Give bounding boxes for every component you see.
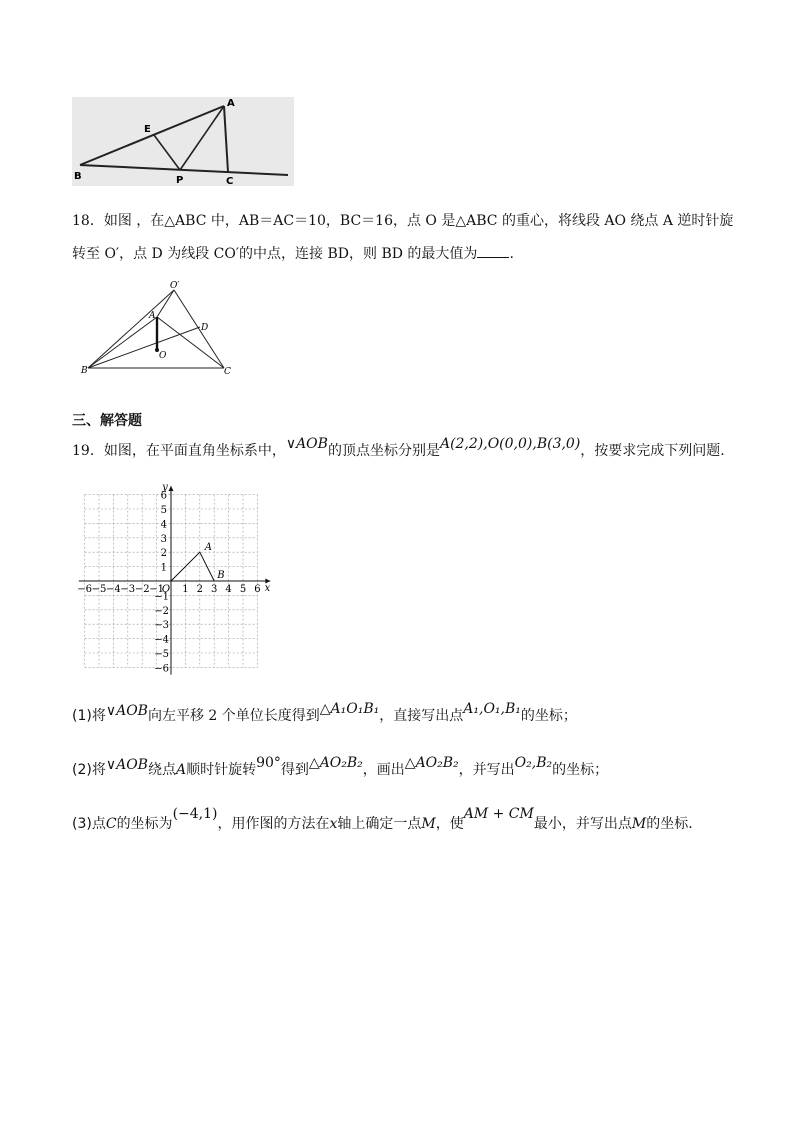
q19-p1-tri: ∨AOB bbox=[105, 703, 148, 719]
q19-p3-g: 的坐标. bbox=[646, 816, 693, 832]
y-tick-label: 4 bbox=[160, 519, 167, 531]
q18-text-1: 如图 ，在△ABC 中，AB＝AC＝10，BC＝16，点 O 是△ABC 的重心，将线段 AO 绕点 A 逆时针旋 bbox=[103, 213, 734, 229]
answer-blank[interactable] bbox=[477, 245, 509, 258]
x-tick-label: −4 bbox=[106, 584, 121, 595]
figure-18-diagram bbox=[78, 278, 238, 380]
q19-part-3 bbox=[72, 806, 693, 834]
section-title: 三、解答题 bbox=[72, 413, 142, 429]
q19-intro-a: 如图，在平面直角坐标系中， bbox=[103, 443, 286, 459]
y-tick-label: −5 bbox=[154, 649, 169, 660]
y-tick-label: −4 bbox=[154, 634, 169, 646]
y-tick-label: −1 bbox=[154, 591, 169, 603]
q19-p1-d: 的坐标； bbox=[520, 708, 577, 724]
q19-p1-tri1: △A₁O₁B₁ bbox=[319, 701, 380, 717]
q19-p2-a: (2)将 bbox=[72, 762, 106, 778]
x-tick-label: 6 bbox=[254, 584, 261, 595]
q19-p2-e: ，画出 bbox=[362, 762, 405, 778]
fig17-label-e: E bbox=[144, 124, 151, 135]
figure-17-photo bbox=[72, 97, 294, 186]
y-tick-label: −6 bbox=[154, 663, 169, 675]
q19-p3-axis: x bbox=[329, 816, 338, 832]
point-b-label: B bbox=[217, 570, 225, 581]
fig18-label-d: D bbox=[201, 323, 209, 333]
x-tick-label: 2 bbox=[196, 584, 203, 595]
q18-line-1 bbox=[72, 211, 733, 231]
q19-p2-tri: ∨AOB bbox=[105, 757, 148, 773]
y-tick-label: 3 bbox=[160, 533, 167, 545]
q19-p2-b: 绕点 bbox=[147, 762, 176, 778]
fig18-label-c: C bbox=[224, 367, 231, 377]
q19-p3-f: 最小，并写出点 bbox=[533, 816, 632, 832]
y-tick-label: 1 bbox=[160, 562, 167, 574]
figure-18 bbox=[78, 278, 238, 380]
point-a-label: A bbox=[204, 542, 213, 554]
q19-part-2 bbox=[72, 755, 609, 780]
x-tick-label: 4 bbox=[225, 584, 232, 595]
q19-p3-m2: M bbox=[631, 816, 647, 832]
q19-intro-coords: A(2,2),O(0,0),B(3,0) bbox=[439, 436, 581, 452]
q19-p3-d: 轴上确定一点 bbox=[337, 816, 422, 832]
q19-p3-a: (3)点 bbox=[72, 816, 106, 832]
x-tick-label: −6 bbox=[77, 584, 92, 595]
q18-text-2: 转至 O′，点 D 为线段 CO′的中点，连接 BD，则 BD 的最大值为 bbox=[72, 246, 478, 262]
q19-p3-b: 的坐标为 bbox=[116, 816, 173, 832]
fig17-label-a: A bbox=[227, 98, 235, 109]
q19-p2-c: 顺时针旋转 bbox=[186, 762, 257, 778]
q19-p3-expr: AM + CM bbox=[463, 806, 534, 822]
q19-intro-c: ，按要求完成下列问题. bbox=[580, 443, 725, 459]
q18-text-end: . bbox=[509, 246, 514, 262]
q19-p3-pt: C bbox=[105, 816, 117, 832]
origin-label: O bbox=[161, 584, 171, 595]
q19-intro bbox=[72, 436, 725, 461]
q18-number: 18． bbox=[72, 213, 104, 229]
x-tick-label: −3 bbox=[120, 584, 136, 595]
fig18-label-b: B bbox=[81, 366, 88, 376]
x-tick-label: −2 bbox=[134, 584, 150, 595]
q19-p1-a: (1)将 bbox=[72, 708, 106, 724]
q19-p2-tri2b: △AO₂B₂ bbox=[404, 755, 459, 771]
coordinate-grid-svg bbox=[68, 480, 282, 685]
y-tick-label: 2 bbox=[160, 548, 167, 560]
fig17-label-b: B bbox=[74, 171, 82, 182]
q19-intro-b: 的顶点坐标分别是 bbox=[327, 443, 440, 459]
q19-p2-g: 的坐标； bbox=[552, 762, 609, 778]
y-tick-label: 5 bbox=[160, 505, 167, 516]
x-tick-label: 3 bbox=[211, 584, 218, 595]
fig17-label-c: C bbox=[226, 176, 234, 186]
q18-line-2 bbox=[72, 244, 514, 264]
x-tick-label: −5 bbox=[91, 584, 107, 595]
q19-p2-pt: A bbox=[175, 762, 187, 778]
x-axis-label: x bbox=[264, 583, 271, 594]
fig18-label-o: O bbox=[159, 351, 167, 361]
fig18-label-o-prime: O′ bbox=[170, 281, 180, 291]
q19-p3-e: ，使 bbox=[435, 816, 464, 832]
y-axis-label: y bbox=[162, 481, 168, 493]
q19-p1-c: ，直接写出点 bbox=[379, 708, 464, 724]
coordinate-grid bbox=[68, 480, 282, 685]
q19-number: 19． bbox=[72, 443, 104, 459]
q19-p2-tri2: △AO₂B₂ bbox=[308, 755, 363, 771]
y-tick-label: 6 bbox=[160, 490, 167, 502]
q19-p1-pts: A₁,O₁,B₁ bbox=[463, 701, 521, 717]
q19-p3-m: M bbox=[421, 816, 436, 832]
y-axis-arrow bbox=[169, 486, 174, 491]
q19-p3-coord: (−4,1) bbox=[172, 806, 218, 822]
fig18-label-a: A bbox=[149, 311, 156, 321]
x-tick-label: −1 bbox=[149, 584, 164, 595]
q19-p2-angle: 90° bbox=[256, 755, 281, 771]
y-tick-label: −2 bbox=[154, 605, 169, 617]
q19-p1-b: 向左平移 2 个单位长度得到 bbox=[147, 708, 320, 724]
q19-intro-tri: ∨AOB bbox=[285, 436, 328, 452]
x-tick-label: 1 bbox=[182, 584, 189, 595]
q19-p2-pts: O₂,B₂ bbox=[514, 755, 553, 771]
q19-p3-c: ，用作图的方法在 bbox=[217, 816, 330, 832]
fig17-label-p: P bbox=[176, 175, 184, 186]
q19-p2-f: ，并写出 bbox=[458, 762, 515, 778]
q19-part-1 bbox=[72, 701, 577, 726]
x-tick-label: 5 bbox=[239, 584, 247, 595]
y-tick-label: −3 bbox=[154, 620, 169, 632]
figure-17-diagram bbox=[72, 97, 294, 186]
q19-p2-d: 得到 bbox=[280, 762, 309, 778]
